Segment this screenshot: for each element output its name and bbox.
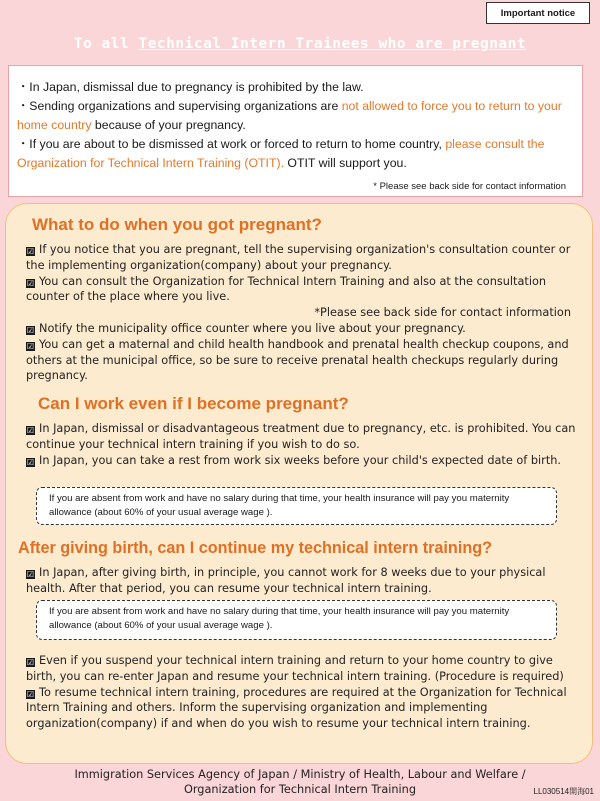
checkbox-icon: ☑	[26, 325, 35, 335]
section-1-item-4-text: You can get a maternal and child health handbook and prenatal health checkup coupons, and others at the municipal office, so be sure to receive prenatal health checkups regularly during pregnancy.	[26, 337, 569, 383]
footer-line-1: Immigration Services Agency of Japan / Ministry of Health, Labour and Welfare /	[74, 768, 526, 781]
section-3-box-text: If you are absent from work and have no salary during that time, your health insurance will pay you maternity allowance (about 60% of your usual average wage ).	[49, 606, 510, 631]
checkbox-icon: ☑	[26, 278, 35, 288]
intro-line-3-highlight: please consult the Organization for Technical Intern Training (OTIT).	[17, 137, 545, 170]
section-3-item-2-text: Even if you suspend your technical intern training and return to your home country to give birth, you can re-enter Japan and resume your technical intern training. (Procedure is required)	[26, 654, 564, 683]
checkbox-icon: ☑	[26, 426, 35, 435]
section-1-heading: What to do when you got pregnant?	[32, 215, 322, 234]
intro-line-3	[17, 135, 574, 173]
section-2-maternity-allowance-box	[36, 487, 557, 525]
intro-line-1: ・In Japan, dismissal due to pregnancy is prohibited by the law.	[17, 80, 364, 94]
intro-line-2-start: ・Sending organizations and supervising organizations are	[17, 99, 342, 113]
section-1-item-2-text: You can consult the Organization for Technical Intern Training and also at the consultation counter of the place where you live.	[26, 274, 547, 304]
checkbox-icon: ☑	[26, 658, 35, 667]
section-1-item-1	[26, 242, 581, 274]
section-2-item-2-text: In Japan, you can take a rest from work six weeks before your child's expected date of birth.	[39, 453, 562, 467]
intro-line-3-end: OTIT will support you.	[284, 156, 407, 170]
section-2-item-1-text: In Japan, dismissal or disadvantageous treatment due to pregnancy, etc. is prohibited. You can continue your technical intern training if you wish to do so.	[26, 422, 576, 451]
section-3-body-top	[26, 565, 581, 597]
footer-line-2: Organization for Technical Intern Training	[183, 783, 417, 796]
section-3-body-bottom	[26, 653, 581, 732]
intro-line-2	[17, 97, 574, 135]
section-3-item-3	[26, 685, 581, 732]
intro-box	[8, 65, 583, 197]
banner-prefix: To all	[73, 36, 139, 52]
section-3-heading: After giving birth, can I continue my technical intern training?	[18, 539, 492, 557]
section-1-item-1-text: If you notice that you are pregnant, tell the supervising organization's consultation counter or the implementing organization(company) about your pregnancy.	[26, 243, 571, 272]
section-3-item-2	[26, 653, 581, 685]
section-2-item-1	[26, 421, 581, 453]
banner-underlined-text: Technical Intern Trainees who are pregnant	[138, 36, 527, 52]
section-1-contact-note: *Please see back side for contact information	[314, 306, 571, 320]
important-notice-label: Important notice	[500, 7, 576, 19]
section-3-item-1	[26, 565, 581, 597]
section-1-item-4	[26, 337, 581, 384]
section-2-body	[26, 421, 581, 468]
intro-line-3-start: ・If you are about to be dismissed at work or forced to return to home country,	[17, 137, 446, 151]
checkbox-icon: ☑	[26, 689, 35, 699]
intro-line-2-highlight: not allowed to force you to return to your home country	[17, 99, 562, 132]
section-2-box-text: If you are absent from work and have no salary during that time, your health insurance will pay you maternity allowance (about 60% of your usual average wage ).	[49, 493, 510, 518]
intro-line-2-end: because of your pregnancy.	[91, 118, 246, 132]
checkbox-icon: ☑	[26, 570, 35, 579]
section-3-maternity-allowance-box	[36, 600, 557, 640]
section-2-item-2	[26, 453, 581, 469]
section-2-heading: Can I work even if I become pregnant?	[38, 394, 349, 413]
section-3-item-1-text: In Japan, after giving birth, in principle, you cannot work for 8 weeks due to your physical health. After that period, you can resume your technical intern training.	[26, 566, 546, 595]
footer-organizations	[0, 767, 600, 797]
section-1-body	[26, 242, 581, 384]
important-notice-tag	[486, 2, 590, 24]
checkbox-icon: ☑	[26, 457, 35, 467]
checkbox-icon: ☑	[26, 341, 35, 351]
document-code: LL030514開海01	[533, 787, 594, 796]
section-1-item-3	[26, 321, 581, 337]
checkbox-icon: ☑	[26, 247, 35, 256]
section-1-item-3-text: Notify the municipality office counter where you live about your pregnancy.	[39, 321, 466, 335]
section-3-item-3-text: To resume technical intern training, procedures are required at the Organization for Technical Intern Training and others. Inform the supervising organization and implementing organization(company) if and when do you wish to resume your technical intern training.	[26, 685, 567, 731]
section-1-item-2	[26, 274, 581, 306]
intro-contact-note: * Please see back side for contact information	[373, 181, 566, 192]
main-content-box	[5, 203, 593, 764]
page-banner-title	[0, 36, 600, 52]
